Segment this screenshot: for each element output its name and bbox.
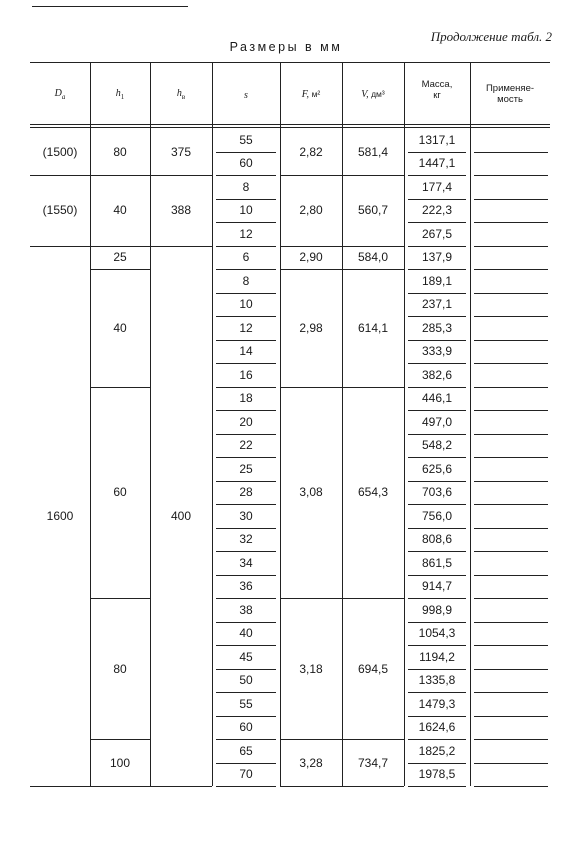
cell-v: 581,4 — [357, 144, 389, 159]
row-divider-mass — [408, 269, 466, 270]
row-divider-mass — [408, 763, 466, 764]
row-divider-applicability — [474, 199, 548, 200]
row-divider-applicability — [474, 551, 548, 552]
header-da: $D_а$ — [54, 88, 66, 101]
cell-mass: 177,4 — [421, 179, 453, 194]
row-divider-mass — [408, 528, 466, 529]
cell-mass: 1194,2 — [419, 649, 455, 664]
row-divider-mass — [408, 363, 466, 364]
cell-mass: 1479,3 — [418, 696, 456, 711]
cell-s: 20 — [239, 414, 253, 429]
cell-h1: 80 — [113, 144, 127, 159]
row-divider-applicability — [474, 739, 548, 740]
cell-f: 3,08 — [299, 485, 323, 500]
row-divider-mass — [408, 222, 466, 223]
cell-mass: 333,9 — [421, 344, 453, 359]
cell-mass: 1054,3 — [418, 626, 456, 641]
cell-s: 8 — [242, 179, 250, 194]
header-bottom-rule — [30, 124, 550, 125]
row-divider-s — [216, 434, 276, 435]
row-divider-s — [216, 340, 276, 341]
cell-hv: 400 — [170, 508, 192, 523]
row-divider-mass — [408, 692, 466, 693]
row-divider-applicability — [474, 786, 548, 787]
row-divider-mass — [408, 739, 466, 740]
subgroup-divider-fv — [280, 739, 404, 740]
row-divider-applicability — [474, 692, 548, 693]
cell-s: 10 — [239, 297, 253, 312]
cell-s: 36 — [239, 579, 253, 594]
row-divider-s — [216, 316, 276, 317]
cell-mass: 808,6 — [421, 532, 453, 547]
row-divider-s — [216, 246, 276, 247]
row-divider-applicability — [474, 716, 548, 717]
row-divider-s — [216, 622, 276, 623]
continuation-label: Продолжение табл. 2 — [430, 29, 552, 44]
subgroup-divider-h1 — [90, 269, 150, 270]
cell-v: 560,7 — [357, 203, 389, 218]
header-s: s — [244, 90, 248, 101]
header-h1: $h_1$ — [115, 88, 125, 101]
column-divider — [150, 62, 151, 786]
row-divider-mass — [408, 199, 466, 200]
cell-f: 2,80 — [299, 203, 323, 218]
cell-mass: 497,0 — [421, 414, 453, 429]
cell-mass: 703,6 — [421, 485, 453, 500]
row-divider-mass — [408, 410, 466, 411]
cell-s: 14 — [239, 344, 253, 359]
row-divider-applicability — [474, 152, 548, 153]
row-divider-s — [216, 363, 276, 364]
cell-mass: 1624,6 — [418, 720, 456, 735]
row-divider-s — [216, 551, 276, 552]
row-divider-s — [216, 410, 276, 411]
row-divider-mass — [408, 175, 466, 176]
row-divider-s — [216, 645, 276, 646]
row-divider-applicability — [474, 669, 548, 670]
row-divider-mass — [408, 645, 466, 646]
subgroup-divider-h1 — [90, 598, 150, 599]
header-bottom-rule-2 — [30, 127, 550, 128]
cell-mass: 382,6 — [421, 367, 453, 382]
cell-mass: 446,1 — [421, 391, 453, 406]
header-mass: Масса, кг — [421, 79, 453, 101]
cell-f: 2,82 — [299, 144, 323, 159]
group-divider — [30, 786, 212, 787]
row-divider-applicability — [474, 481, 548, 482]
cell-mass: 267,5 — [421, 226, 453, 241]
row-divider-mass — [408, 786, 466, 787]
header-top-rule — [30, 62, 550, 63]
subgroup-divider-fv — [280, 246, 404, 247]
row-divider-s — [216, 175, 276, 176]
cell-mass: 1335,8 — [418, 673, 456, 688]
cell-s: 45 — [239, 649, 253, 664]
cell-v: 654,3 — [357, 485, 389, 500]
row-divider-applicability — [474, 387, 548, 388]
row-divider-applicability — [474, 622, 548, 623]
row-divider-mass — [408, 246, 466, 247]
row-divider-mass — [408, 575, 466, 576]
row-divider-applicability — [474, 222, 548, 223]
row-divider-mass — [408, 387, 466, 388]
row-divider-s — [216, 387, 276, 388]
cell-s: 38 — [239, 602, 253, 617]
row-divider-s — [216, 222, 276, 223]
subgroup-divider-fv — [280, 269, 404, 270]
cell-s: 55 — [239, 132, 253, 147]
row-divider-s — [216, 692, 276, 693]
row-divider-s — [216, 786, 276, 787]
row-divider-mass — [408, 152, 466, 153]
row-divider-mass — [408, 481, 466, 482]
cell-v: 694,5 — [357, 661, 389, 676]
row-divider-applicability — [474, 363, 548, 364]
subgroup-divider-fv — [280, 786, 404, 787]
cell-s: 60 — [239, 720, 253, 735]
row-divider-mass — [408, 551, 466, 552]
row-divider-s — [216, 739, 276, 740]
cell-h1: 25 — [113, 250, 127, 265]
cell-f: 3,18 — [299, 661, 323, 676]
row-divider-s — [216, 504, 276, 505]
cell-s: 18 — [239, 391, 253, 406]
cell-s: 30 — [239, 508, 253, 523]
cell-mass: 1978,5 — [418, 767, 456, 782]
subgroup-divider-fv — [280, 598, 404, 599]
cell-s: 6 — [242, 250, 250, 265]
cell-s: 12 — [239, 320, 253, 335]
row-divider-applicability — [474, 763, 548, 764]
subgroup-divider-fv — [280, 175, 404, 176]
cell-v: 584,0 — [357, 250, 389, 265]
row-divider-s — [216, 763, 276, 764]
header-f: F, м² — [301, 89, 321, 100]
cell-mass: 861,5 — [421, 555, 453, 570]
cell-mass: 237,1 — [421, 297, 453, 312]
cell-s: 10 — [239, 203, 253, 218]
cell-f: 2,98 — [299, 320, 323, 335]
dimensions-caption: Размеры в мм — [229, 40, 343, 54]
cell-s: 8 — [242, 273, 250, 288]
cell-mass: 189,1 — [421, 273, 453, 288]
row-divider-s — [216, 669, 276, 670]
column-divider — [342, 62, 343, 786]
row-divider-s — [216, 598, 276, 599]
row-divider-s — [216, 457, 276, 458]
row-divider-mass — [408, 316, 466, 317]
row-divider-mass — [408, 716, 466, 717]
row-divider-applicability — [474, 269, 548, 270]
row-divider-s — [216, 152, 276, 153]
cell-s: 28 — [239, 485, 253, 500]
cell-s: 25 — [239, 461, 253, 476]
row-divider-applicability — [474, 528, 548, 529]
cell-mass: 222,3 — [421, 203, 453, 218]
row-divider-s — [216, 199, 276, 200]
cell-h1: 80 — [113, 661, 127, 676]
row-divider-mass — [408, 293, 466, 294]
row-divider-applicability — [474, 457, 548, 458]
cell-mass: 1317,1 — [418, 132, 456, 147]
cell-h1: 40 — [113, 320, 127, 335]
cell-mass: 548,2 — [421, 438, 453, 453]
cell-mass: 998,9 — [421, 602, 453, 617]
row-divider-mass — [408, 340, 466, 341]
cell-mass: 625,6 — [421, 461, 453, 476]
cell-hv: 375 — [170, 144, 192, 159]
cell-v: 734,7 — [357, 755, 389, 770]
cell-da: (1500) — [42, 144, 78, 159]
row-divider-s — [216, 575, 276, 576]
row-divider-applicability — [474, 434, 548, 435]
cell-s: 12 — [239, 226, 253, 241]
row-divider-applicability — [474, 504, 548, 505]
cell-s: 65 — [239, 743, 253, 758]
row-divider-applicability — [474, 598, 548, 599]
row-divider-applicability — [474, 246, 548, 247]
row-divider-s — [216, 269, 276, 270]
group-divider — [30, 246, 212, 247]
row-divider-applicability — [474, 175, 548, 176]
row-divider-applicability — [474, 410, 548, 411]
column-divider — [280, 62, 281, 786]
cell-h1: 60 — [113, 485, 127, 500]
subgroup-divider-h1 — [90, 387, 150, 388]
cell-mass: 137,9 — [421, 250, 453, 265]
cell-v: 614,1 — [357, 320, 389, 335]
row-divider-mass — [408, 504, 466, 505]
row-divider-applicability — [474, 575, 548, 576]
cell-s: 50 — [239, 673, 253, 688]
row-divider-mass — [408, 434, 466, 435]
subgroup-divider-h1 — [90, 739, 150, 740]
row-divider-s — [216, 528, 276, 529]
row-divider-s — [216, 481, 276, 482]
cell-f: 2,90 — [299, 250, 323, 265]
subgroup-divider-fv — [280, 387, 404, 388]
row-divider-s — [216, 293, 276, 294]
cell-hv: 388 — [170, 203, 192, 218]
header-hv: $h_в$ — [176, 88, 186, 101]
cell-s: 60 — [239, 156, 253, 171]
cell-da: (1550) — [42, 203, 78, 218]
row-divider-mass — [408, 669, 466, 670]
cell-mass: 285,3 — [421, 320, 453, 335]
cell-h1: 100 — [109, 755, 131, 770]
row-divider-applicability — [474, 293, 548, 294]
row-divider-mass — [408, 598, 466, 599]
row-divider-s — [216, 716, 276, 717]
cell-s: 16 — [239, 367, 253, 382]
row-divider-applicability — [474, 340, 548, 341]
row-divider-mass — [408, 622, 466, 623]
cell-s: 32 — [239, 532, 253, 547]
cell-mass: 1825,2 — [418, 743, 456, 758]
cell-s: 22 — [239, 438, 253, 453]
cell-s: 70 — [239, 767, 253, 782]
header-v: V, дм³ — [361, 89, 385, 100]
cell-mass: 914,7 — [421, 579, 453, 594]
cell-s: 55 — [239, 696, 253, 711]
top-rule — [32, 6, 188, 7]
row-divider-mass — [408, 457, 466, 458]
row-divider-applicability — [474, 316, 548, 317]
cell-s: 34 — [239, 555, 253, 570]
cell-s: 40 — [239, 626, 253, 641]
cell-f: 3,28 — [299, 755, 323, 770]
group-divider — [30, 175, 212, 176]
column-divider — [90, 62, 91, 786]
cell-da: 1600 — [46, 508, 74, 523]
row-divider-applicability — [474, 645, 548, 646]
cell-h1: 40 — [113, 203, 127, 218]
cell-mass: 1447,1 — [418, 156, 456, 171]
column-divider — [470, 62, 471, 786]
cell-mass: 756,0 — [421, 508, 453, 523]
header-applicability: Применяе- мость — [485, 83, 535, 105]
